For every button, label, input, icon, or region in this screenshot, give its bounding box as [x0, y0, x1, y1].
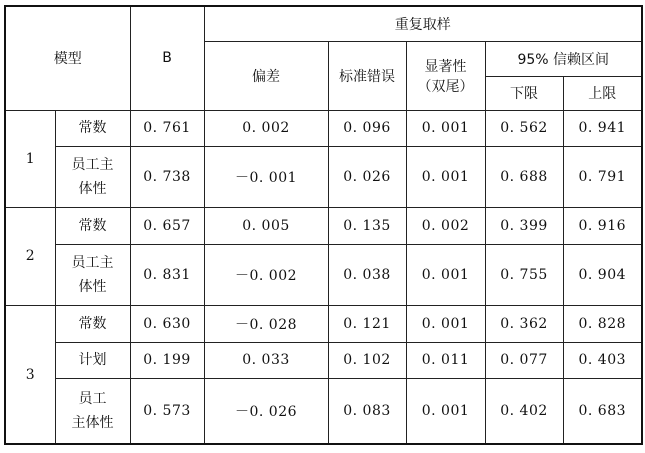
variable-label-line: 员工主 — [71, 157, 114, 174]
cell-std-error: 0. 135 — [328, 207, 406, 244]
variable-label-line: 常数 — [78, 120, 107, 137]
cell-std-error: 0. 026 — [328, 147, 406, 207]
variable-label — [55, 207, 130, 244]
variable-label — [55, 110, 130, 147]
header-model: 模型 — [5, 6, 130, 110]
table-row — [5, 306, 642, 343]
header-std-error: 标准错误 — [328, 41, 406, 110]
table-row — [5, 342, 642, 378]
cell-significance: 0. 011 — [406, 342, 485, 378]
cell-significance: 0. 002 — [406, 207, 485, 244]
header-bootstrap: 重复取样 — [204, 6, 642, 41]
cell-upper: 0. 683 — [563, 378, 642, 444]
cell-lower: 0. 562 — [485, 110, 563, 147]
cell-significance: 0. 001 — [406, 378, 485, 444]
cell-bias: 0. 002 — [204, 110, 328, 147]
coefficients-table — [4, 5, 643, 445]
header-b: B — [130, 6, 204, 110]
cell-bias: －0. 026 — [204, 378, 328, 444]
cell-upper: 0. 941 — [563, 110, 642, 147]
table-row — [5, 147, 642, 207]
cell-std-error: 0. 121 — [328, 306, 406, 343]
cell-lower: 0. 755 — [485, 244, 563, 305]
variable-label-line: 员工主 — [71, 254, 114, 271]
header-confidence-interval: 95% 信赖区间 — [485, 41, 642, 76]
cell-lower: 0. 399 — [485, 207, 563, 244]
cell-b: 0. 738 — [130, 147, 204, 207]
variable-label-line: 主体性 — [71, 414, 114, 431]
cell-bias: －0. 028 — [204, 306, 328, 343]
cell-b: 0. 573 — [130, 378, 204, 444]
variable-label-line: 常数 — [78, 217, 107, 234]
cell-b: 0. 199 — [130, 342, 204, 378]
cell-std-error: 0. 102 — [328, 342, 406, 378]
variable-label — [55, 378, 130, 444]
cell-significance: 0. 001 — [406, 306, 485, 343]
cell-upper: 0. 403 — [563, 342, 642, 378]
cell-std-error: 0. 083 — [328, 378, 406, 444]
header-significance-line1: 显著性 — [424, 58, 467, 75]
cell-upper: 0. 916 — [563, 207, 642, 244]
cell-lower: 0. 077 — [485, 342, 563, 378]
cell-significance: 0. 001 — [406, 244, 485, 305]
variable-label — [55, 244, 130, 305]
cell-lower: 0. 688 — [485, 147, 563, 207]
table-body — [5, 110, 642, 444]
header-bias: 偏差 — [204, 41, 328, 110]
cell-lower: 0. 362 — [485, 306, 563, 343]
variable-label-line: 常数 — [78, 315, 107, 332]
variable-label-line: 体性 — [78, 278, 107, 295]
model-number: 1 — [5, 110, 55, 207]
variable-label — [55, 306, 130, 343]
cell-b: 0. 630 — [130, 306, 204, 343]
variable-label — [55, 342, 130, 378]
table-row — [5, 244, 642, 305]
header-significance-line2: （双尾） — [417, 78, 474, 95]
header-significance — [406, 41, 485, 110]
variable-label-line: 体性 — [78, 181, 107, 198]
table-row — [5, 378, 642, 444]
cell-bias: 0. 033 — [204, 342, 328, 378]
cell-upper: 0. 791 — [563, 147, 642, 207]
model-number: 3 — [5, 306, 55, 445]
cell-upper: 0. 904 — [563, 244, 642, 305]
header-lower-bound: 下限 — [485, 76, 563, 110]
model-number: 2 — [5, 207, 55, 305]
header-upper-bound: 上限 — [563, 76, 642, 110]
cell-lower: 0. 402 — [485, 378, 563, 444]
cell-significance: 0. 001 — [406, 147, 485, 207]
table-row — [5, 207, 642, 244]
cell-bias: －0. 002 — [204, 244, 328, 305]
table-row — [5, 110, 642, 147]
cell-b: 0. 831 — [130, 244, 204, 305]
variable-label-line: 计划 — [78, 352, 107, 369]
cell-std-error: 0. 096 — [328, 110, 406, 147]
cell-bias: 0. 005 — [204, 207, 328, 244]
variable-label-line: 员工 — [78, 390, 107, 407]
cell-b: 0. 657 — [130, 207, 204, 244]
cell-upper: 0. 828 — [563, 306, 642, 343]
cell-significance: 0. 001 — [406, 110, 485, 147]
cell-std-error: 0. 038 — [328, 244, 406, 305]
cell-bias: －0. 001 — [204, 147, 328, 207]
variable-label — [55, 147, 130, 207]
cell-b: 0. 761 — [130, 110, 204, 147]
